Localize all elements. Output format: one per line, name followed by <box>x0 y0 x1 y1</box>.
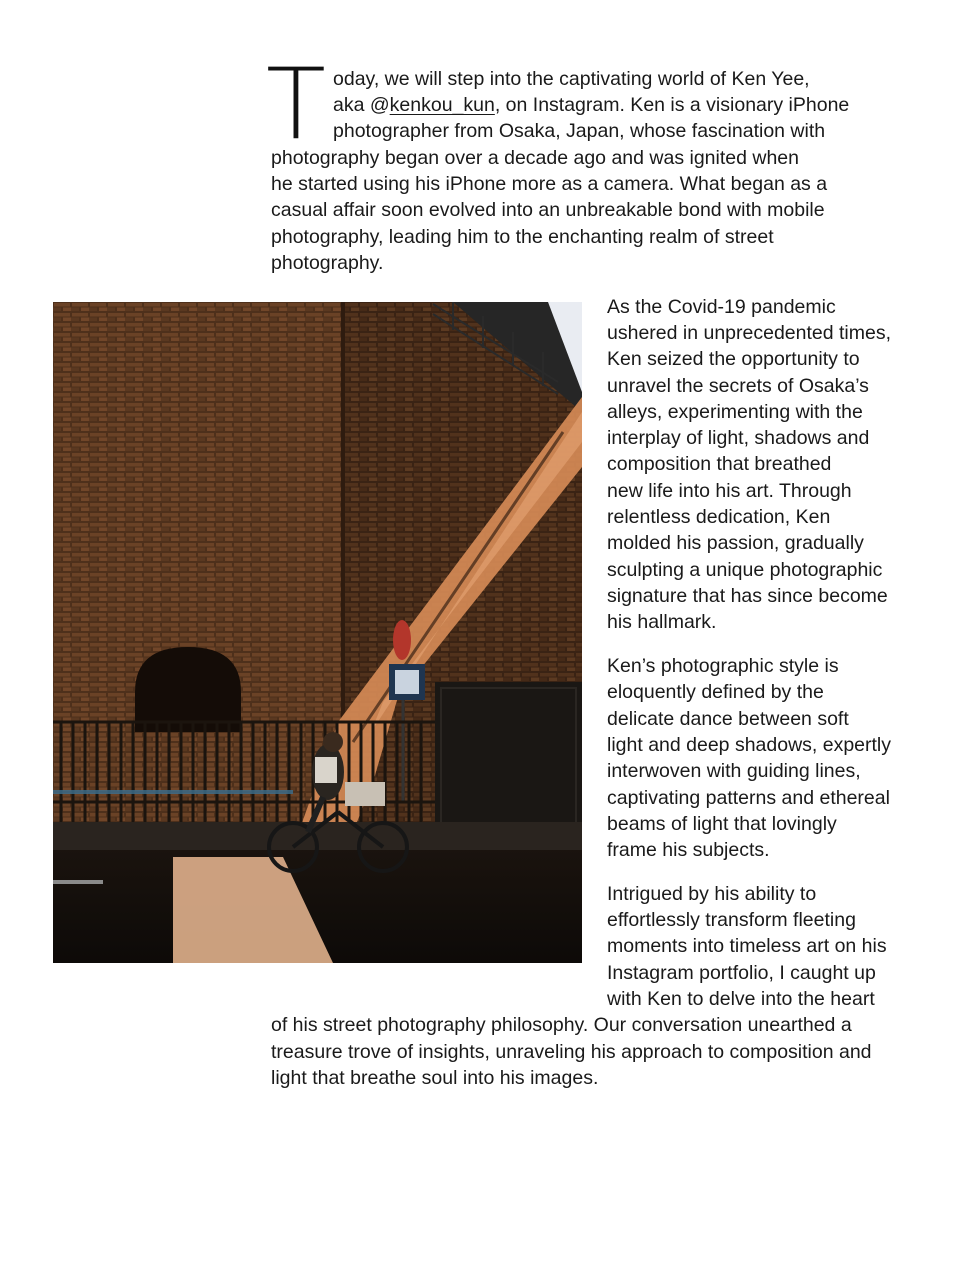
street-photo <box>53 302 582 963</box>
intro-line-6: casual affair soon evolved into an unbreakable bond with mobile <box>271 199 825 221</box>
intro-line-3: photographer from Osaka, Japan, whose fascination with <box>333 120 826 142</box>
para4-line-1: Intrigued by his ability to <box>607 883 817 905</box>
para3-line-4: light and deep shadows, expertly <box>607 734 892 756</box>
para2-line-9: relentless dedication, Ken <box>607 506 831 528</box>
para3-line-2: eloquently defined by the <box>607 681 824 703</box>
dark-gate <box>435 682 582 832</box>
para4-line-5: with Ken to delve into the heart <box>607 988 875 1010</box>
para2-line-13: his hallmark. <box>607 611 717 633</box>
para2-line-2: ushered in unprecedented times, <box>607 322 892 344</box>
para4-line-3: moments into timeless art on his <box>607 935 887 957</box>
para4-line-2: effortlessly transform fleeting <box>607 909 856 931</box>
para4-line-7: treasure trove of insights, unraveling his approach to composition and <box>271 1041 872 1063</box>
para4-line-8: light that breathe soul into his images. <box>271 1067 599 1089</box>
intro-line-7: photography, leading him to the enchanting realm of street <box>271 226 774 248</box>
para3-line-7: beams of light that lovingly <box>607 813 837 835</box>
para2-line-6: interplay of light, shadows and <box>607 427 870 449</box>
drop-cap: T <box>266 48 326 162</box>
para2-line-5: alleys, experimenting with the <box>607 401 863 423</box>
para4-line-6: of his street photography philosophy. Our conversation unearthed a <box>271 1014 852 1036</box>
intro-line-8: photography. <box>271 252 384 274</box>
para3-line-6: captivating patterns and ethereal <box>607 787 890 809</box>
para2-line-4: unravel the secrets of Osaka’s <box>607 375 869 397</box>
para4-line-4: Instagram portfolio, I caught up <box>607 962 876 984</box>
para2-line-12: signature that has since become <box>607 585 888 607</box>
para3-line-1: Ken’s photographic style is <box>607 655 839 677</box>
intro-line-2 <box>333 92 849 118</box>
para2-line-8: new life into his art. Through <box>607 480 852 502</box>
aka-prefix: aka @ <box>333 94 390 116</box>
intro-line-5: he started using his iPhone more as a camera. What began as a <box>271 173 828 195</box>
para3-line-8: frame his subjects. <box>607 839 770 861</box>
para2-line-7: composition that breathed <box>607 453 832 475</box>
para2-line-3: Ken seized the opportunity to <box>607 348 860 370</box>
intro-line-1: oday, we will step into the captivating world of Ken Yee, <box>333 68 810 90</box>
para2-line-1: As the Covid-19 pandemic <box>607 296 836 318</box>
intro-line-4: photography began over a decade ago and was ignited when <box>271 147 799 169</box>
arched-doorway <box>135 647 241 732</box>
para2-line-11: sculpting a unique photographic <box>607 559 883 581</box>
instagram-handle-link[interactable]: kenkou_kun <box>389 94 495 116</box>
para3-line-3: delicate dance between soft <box>607 708 849 730</box>
para2-line-10: molded his passion, gradually <box>607 532 864 554</box>
aka-suffix: , on Instagram. Ken is a visionary iPhone <box>494 94 850 116</box>
para3-line-5: interwoven with guiding lines, <box>607 760 861 782</box>
